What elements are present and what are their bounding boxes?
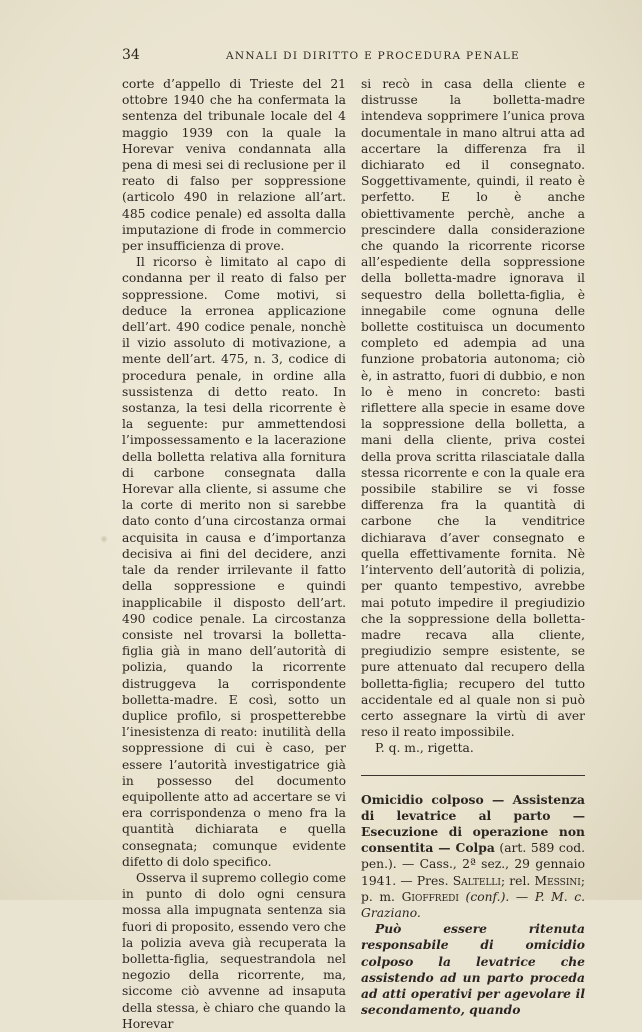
running-title: ANNALI DI DIRITTO E PROCEDURA PENALE	[226, 50, 520, 62]
left-column	[122, 76, 346, 1032]
left-paragraph-3: Osserva il supremo collegio come in punto di dolo ogni censura mossa alla impugnata sentenza sia fuori di proposito, essendo vero che la polizia aveva già recuperata la bolletta-figlia, sequestrandola nel negozio della ricorrente, ma, siccome ciò avvenne ad insaputa della stessa, è chiaro che quando la Horevar	[122, 870, 346, 1031]
relatore-label: ; rel.	[500, 873, 531, 888]
maxim-heading: Omicidio colposo — Assistenza di levatrice al parto — Esecuzione di operazione non consentita — Colpa	[361, 791, 585, 856]
maxim-summary: Può essere ritenuta responsabile di omicidio colposo la levatrice che assistendo ad un parto proceda ad atti operativi per agevolare il secondamento, quando	[361, 921, 585, 1018]
page-header	[122, 47, 584, 63]
relatore-name: Messini	[534, 873, 581, 888]
left-paragraph-2: Il ricorso è limitato al capo di condanna per il reato di falso per soppressione. Come motivi, si deduce la erronea applicazione dell’art. 490 codice penale, nonchè il vizio assoluto di motivazione, a mente dell’art. 475, n. 3, codice di procedura penale, in ordine alla sussistenza di detto reato. In sostanza, la tesi della ricorrente è la seguente: pur ammettendosi l’impossessamento e la lacerazione della bolletta relativa alla fornitura di carbone consegnata dalla Horevar alla cliente, si assume che la corte di merito non si sarebbe dato conto d’una circostanza ormai acquisita in causa e d’importanza decisiva ai fini del decidere, anzi tale da render irrilevante il fatto della soppressione e quindi inapplicabile il disposto dell’art. 490 codice penale. La circostanza consiste nel trovarsi la bolletta-figlia già in mano dell’autorità di polizia, quando la ricorrente distruggeva la corrispondente bolletta-madre. E così, sotto un duplice profilo, si prospetterebbe l’inesistenza di reato: inutilità della soppressione di cui è caso, per essere l’autorità investigatrice già in possesso del documento equipollente atto ad accertare se vi era corrispondenza o meno fra la quantità dichiarata e quella consegnata; comunque evidente difetto di dolo specifico.	[122, 255, 346, 869]
section-divider	[361, 775, 585, 776]
page-number: 34	[122, 47, 140, 63]
left-paragraph-1: corte d’appello di Trieste del 21 ottobre 1940 che ha confermata la sentenza del tribunale locale del 4 maggio 1939 con la quale la Horevar veniva condannata alla pena di mesi sei di reclusione per il reato di falso per soppressione (articolo 490 in relazione all’art. 485 codice penale) ed assolta dalla imputazione di frode in commercio per insufficienza di prove.	[122, 77, 346, 254]
parties-dash: —	[515, 889, 535, 904]
closing-formula: P. q. m., rigetta.	[375, 741, 474, 756]
pm-label: ; p. m.	[361, 873, 585, 904]
case-parties: P. M. c. Graziano.	[361, 889, 585, 920]
pm-name: Gioffredi	[401, 889, 459, 904]
right-column	[361, 76, 585, 1018]
right-paragraph-1: si recò in casa della cliente e distrusse la bolletta-madre intendeva sopprimere l’unica prova documentale in mano altrui atta ad accertare la differenza fra il dichiarato ed il consegnato. Soggettivamente, quindi, il reato è perfetto. E lo è anche obiettivamente perchè, anche a prescindere dalla considerazione che quando la ricorrente ricorse all’espediente della soppressione della bolletta-madre ignorava il sequestro della bolletta-figlia, è innegabile come ognuna delle bollette costituisca un documento completo ed adempia ad una funzione probatoria autonoma; ciò è, in astratto, fuori di dubbio, e non lo è meno in concreto: basti riflettere alla specie in esame dove la soppressione della bolletta, a mani della cliente, priva costei della prova scritta rilasciatale dalla stessa ricorrente e con la quale era possibile stabilire se vi fosse differenza fra la quantità di carbone che la venditrice dichiarava d’aver consegnato e quella effettivamente fornita. Nè l’intervento dell’autorità di polizia, per quanto tempestivo, avrebbe mai potuto impedire il pregiudizio che la soppressione della bolletta-madre recava alla cliente, pregiudizio sempre esistente, se pure attenuato dal recupero della bolletta-figlia; recupero del tutto accidentale ed al quale non si può certo assegnare la virtù di aver reso il reato impossibile.	[361, 77, 585, 740]
maxim-heading-block	[361, 792, 585, 922]
maxim-citation: (art. 589 cod. pen.). — Cass., 2ª sez., 29 gennaio 1941. — Pres.	[361, 841, 586, 888]
president-name: Saltelli	[452, 873, 501, 888]
page-blemish	[100, 535, 108, 543]
conf-note: (conf.).	[465, 889, 510, 904]
